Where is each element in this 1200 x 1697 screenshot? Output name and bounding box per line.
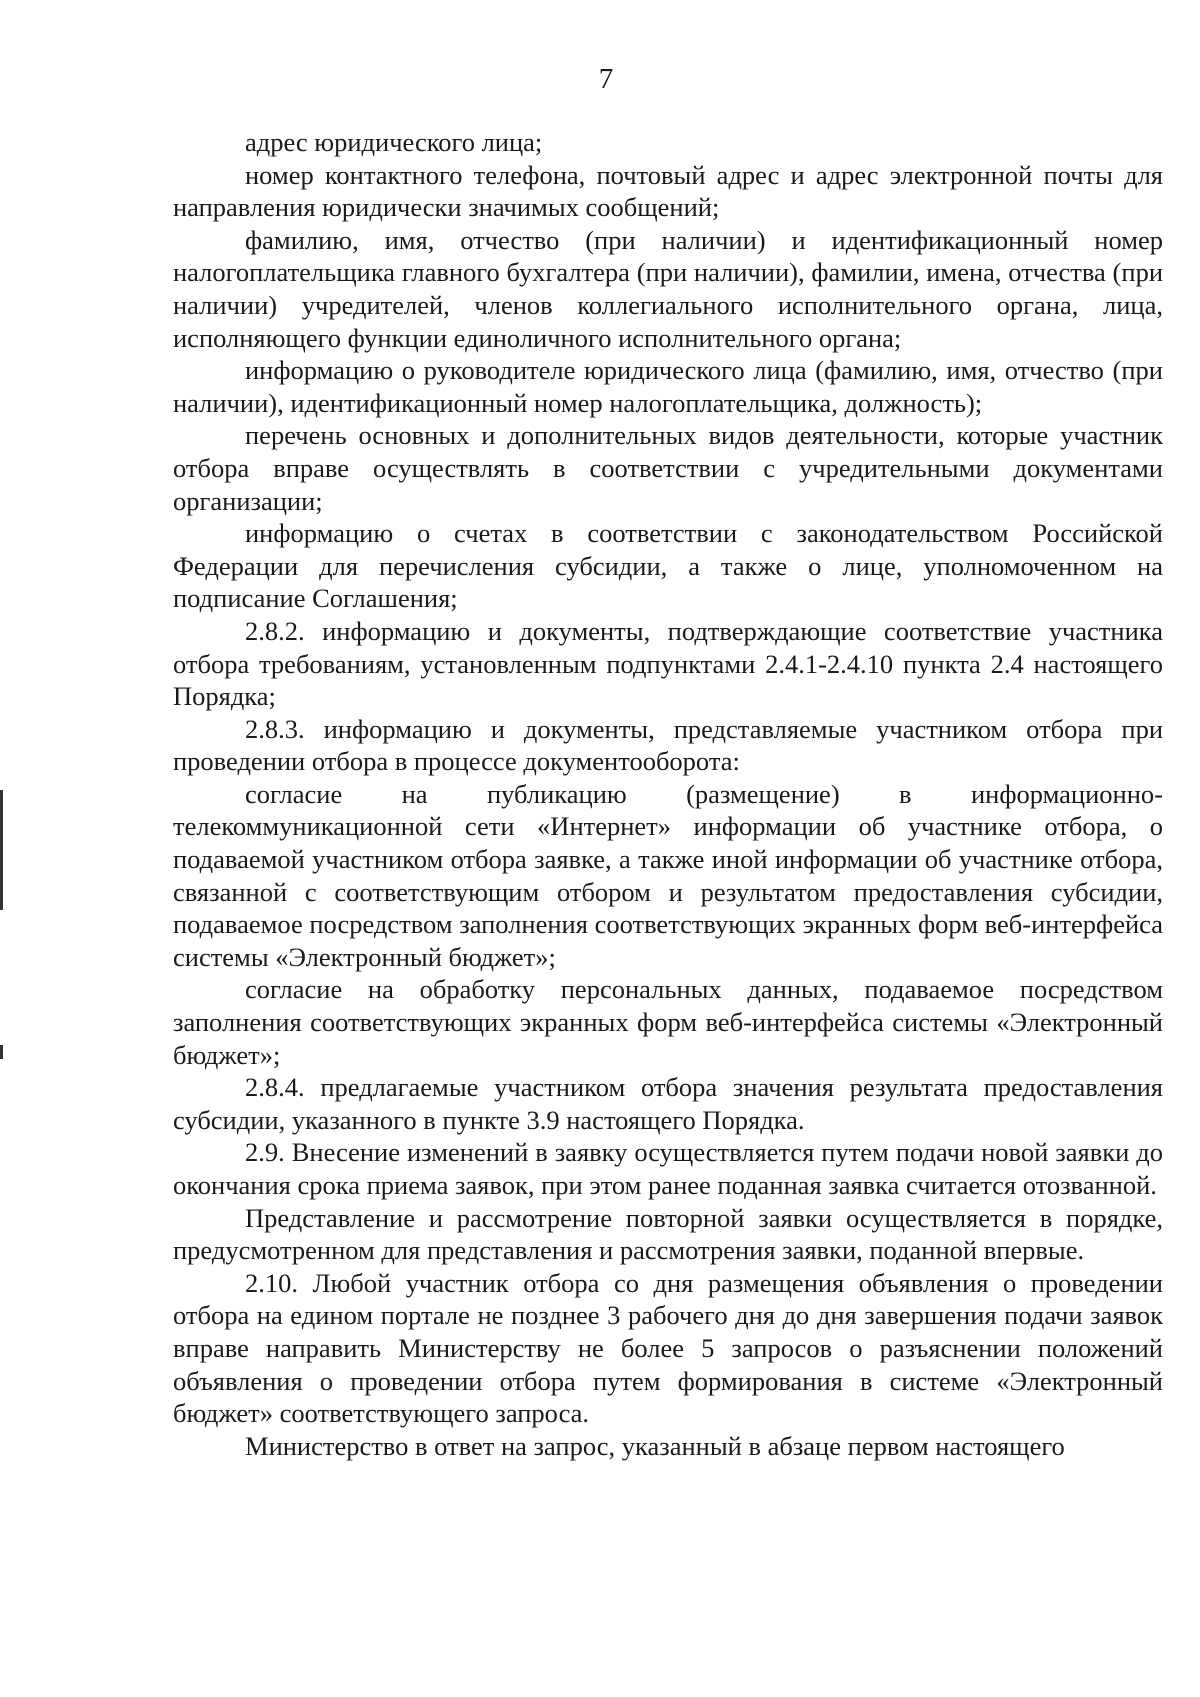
- scan-edge-mark: [0, 1045, 3, 1059]
- paragraph: согласие на обработку персональных данных, подаваемое посредством заполнения соответствующих экранных форм веб-интерфейса системы «Электронный бюджет»;: [173, 974, 1163, 1070]
- paragraph: адрес юридического лица;: [245, 127, 543, 157]
- document-body: [173, 126, 1163, 1462]
- paragraph: перечень основных и дополнительных видов деятельности, которые участник отбора вправе осуществлять в соответствии с учредительными документами организации;: [173, 420, 1163, 516]
- paragraph: 2.10. Любой участник отбора со дня размещения объявления о проведении отбора на едином портале не позднее 3 рабочего дня до дня завершения подачи заявок вправе направить Министерству не более 5 запросов о разъяснении положений объявления о проведении отбора путем формирования в системе «Электронный бюджет» соответствующего запроса.: [173, 1267, 1163, 1429]
- page-number: 7: [598, 63, 614, 95]
- scan-edge-mark: [0, 790, 3, 910]
- paragraph: фамилию, имя, отчество (при наличии) и идентификационный номер налогоплательщика главного бухгалтера (при наличии), фамилии, имена, отчества (при наличии) учредителей, членов коллегиального исполнительного органа, лица, исполняющего функции единоличного исполнительного органа;: [173, 224, 1163, 353]
- paragraph: согласие на публикацию (размещение) в информационно-телекоммуникационной сети «Интернет» информации об участнике отбора, о подаваемой участником отбора заявке, а также иной информации об участнике отбора, связанной с соответствующим отбором и результатом предоставления субсидии, подаваемое посредством заполнения соответствующих экранных форм веб-интерфейса системы «Электронный бюджет»;: [173, 778, 1163, 972]
- paragraph: 2.8.3. информацию и документы, представляемые участником отбора при проведении отбора в процессе документооборота:: [173, 713, 1163, 777]
- paragraph: 2.8.4. предлагаемые участником отбора значения результата предоставления субсидии, указанного в пункте 3.9 настоящего Порядка.: [173, 1072, 1163, 1135]
- paragraph: 2.8.2. информацию и документы, подтверждающие соответствие участника отбора требованиям, установленным подпунктами 2.4.1-2.4.10 пункта 2.4 настоящего Порядка;: [173, 615, 1163, 712]
- paragraph: номер контактного телефона, почтовый адрес и адрес электронной почты для направления юридически значимых сообщений;: [173, 159, 1163, 223]
- paragraph: информацию о руководителе юридического лица (фамилию, имя, отчество (при наличии), идентификационный номер налогоплательщика, должность);: [173, 355, 1163, 418]
- paragraph: информацию о счетах в соответствии с законодательством Российской Федерации для перечисления субсидии, а также о лице, уполномоченном на подписание Соглашения;: [173, 518, 1163, 614]
- paragraph: 2.9. Внесение изменений в заявку осуществляется путем подачи новой заявки до окончания срока приема заявок, при этом ранее поданная заявка считается отозванной.: [173, 1137, 1163, 1200]
- paragraph: Представление и рассмотрение повторной заявки осуществляется в порядке, предусмотренном для представления и рассмотрения заявки, поданной впервые.: [173, 1202, 1163, 1266]
- paragraph: Министерство в ответ на запрос, указанный в абзаце первом настоящего: [245, 1430, 1065, 1461]
